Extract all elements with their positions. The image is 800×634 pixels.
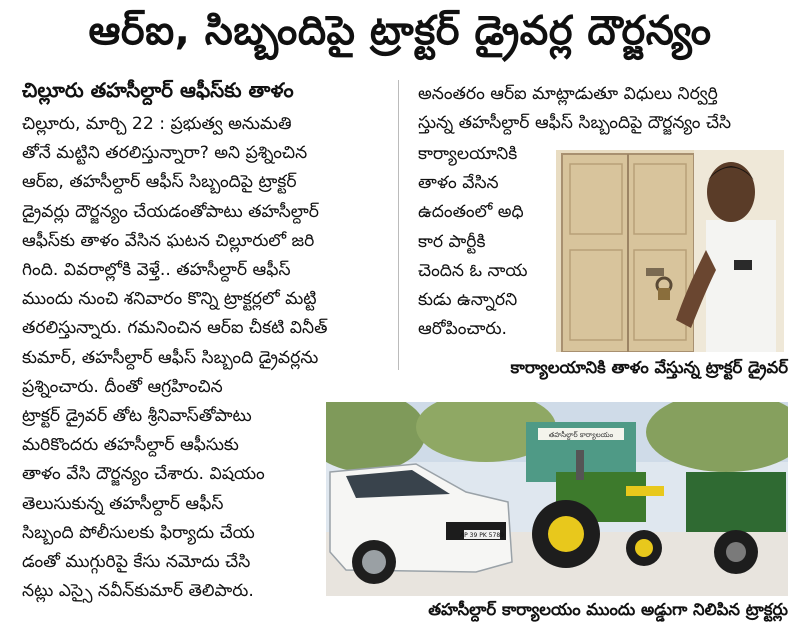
caption-office-lock: కార్యాలయానికి తాళం వేస్తున్న ట్రాక్టర్ డ్రైవర్	[510, 358, 788, 377]
right-column-intro	[418, 80, 788, 138]
body-line: మరికొందరు తహసీల్దార్ ఆఫీసుకు	[22, 435, 239, 456]
body-line: తాళం వేసి దౌర్జన్యం చేశారు. విషయం	[22, 464, 265, 485]
body-line: కార్యాలయానికి	[418, 144, 518, 164]
body-line: గింది. వివరాల్లోకి వెళ్తే.. తహసీల్దార్ ఆఫీస్	[22, 260, 291, 281]
body-line: ఆర్ఐ, తహసీల్దార్ ఆఫీస్ సిబ్బందిపై ట్రాక్టర్	[22, 172, 297, 193]
body-line: స్తున్న తహసీల్దార్ ఆఫీస్ సిబ్బందిపై దౌర్జన్యం చేసి	[418, 113, 732, 134]
body-line: కార పార్టీకి	[418, 231, 486, 252]
body-line: ట్రాక్టర్ డ్రైవర్ తోట శ్రీనివాస్‌తోపాటు	[22, 406, 252, 426]
body-line: సిబ్బంది పోలీసులకు ఫిర్యాదు చేయ	[22, 522, 255, 543]
body-line: చెందిన ఓ నాయ	[418, 260, 528, 281]
body-line: డ్రైవర్లు దౌర్జన్యం చేయడంతోపాటు తహసీల్దార్	[22, 201, 319, 222]
car-plate-text: AP 39 PK 5789	[460, 532, 504, 539]
body-line: ఉదంతంలో అధి	[418, 202, 524, 223]
body-line: నట్లు ఎస్సై నవీన్‌కుమార్ తెలిపారు.	[22, 581, 254, 602]
body-line: ముందు నుంచి శనివారం కొన్ని ట్రాక్టర్లలో మట్టి	[22, 289, 317, 310]
office-sign-text: తహసీల్దార్ కార్యాలయం	[548, 431, 614, 439]
body-line: ఆరోపించారు.	[418, 319, 508, 340]
subheadline: చిల్లూరు తహసీల్దార్ ఆఫీస్‌కు తాళం	[22, 78, 294, 102]
body-line: డంతో ముగ్గురిపై కేసు నమోదు చేసి	[22, 552, 251, 573]
body-line: కుడు ఉన్నారని	[418, 290, 518, 311]
body-line: తెలుసుకున్న తహసీల్దార్ ఆఫీస్	[22, 493, 224, 514]
caption-tractors: తహసీల్దార్ కార్యాలయం ముందు అడ్డుగా నిలిపిన ట్రాక్టర్లు	[428, 600, 788, 619]
column-divider	[398, 80, 399, 370]
body-line: తోనే మట్టిని తరలిస్తున్నారా? అని ప్రశ్నించిన	[22, 143, 308, 164]
right-column-narrow	[418, 140, 536, 344]
body-line: ఆఫీస్‌కు తాళం వేసిన ఘటన చిల్లూరులో జరి	[22, 230, 315, 251]
body-line: ప్రశ్నించారు. దీంతో ఆగ్రహించిన	[22, 376, 223, 397]
body-line: తాళం వేసిన	[418, 173, 499, 194]
headline: ఆర్ఐ, సిబ్బందిపై ట్రాక్టర్ డ్రైవర్ల దౌర్జన్యం	[88, 8, 712, 54]
body-line: అనంతరం ఆర్ఐ మాట్లాడుతూ విధులు నిర్వర్తి	[418, 84, 718, 104]
left-column-body-narrow	[22, 402, 318, 606]
left-column-body	[22, 110, 394, 402]
body-line: కుమార్, తహసీల్దార్ ఆఫీస్ సిబ్బంది డ్రైవర్లను	[22, 347, 319, 368]
office-lock-photo	[556, 150, 784, 352]
tractors-photo	[326, 402, 788, 596]
body-line: చిల్లూరు, మార్చి 22 : ప్రభుత్వ అనుమతి	[22, 114, 292, 134]
body-line: తరలిస్తున్నారు. గమనించిన ఆర్ఐ చీకటి వినీత్	[22, 318, 328, 339]
